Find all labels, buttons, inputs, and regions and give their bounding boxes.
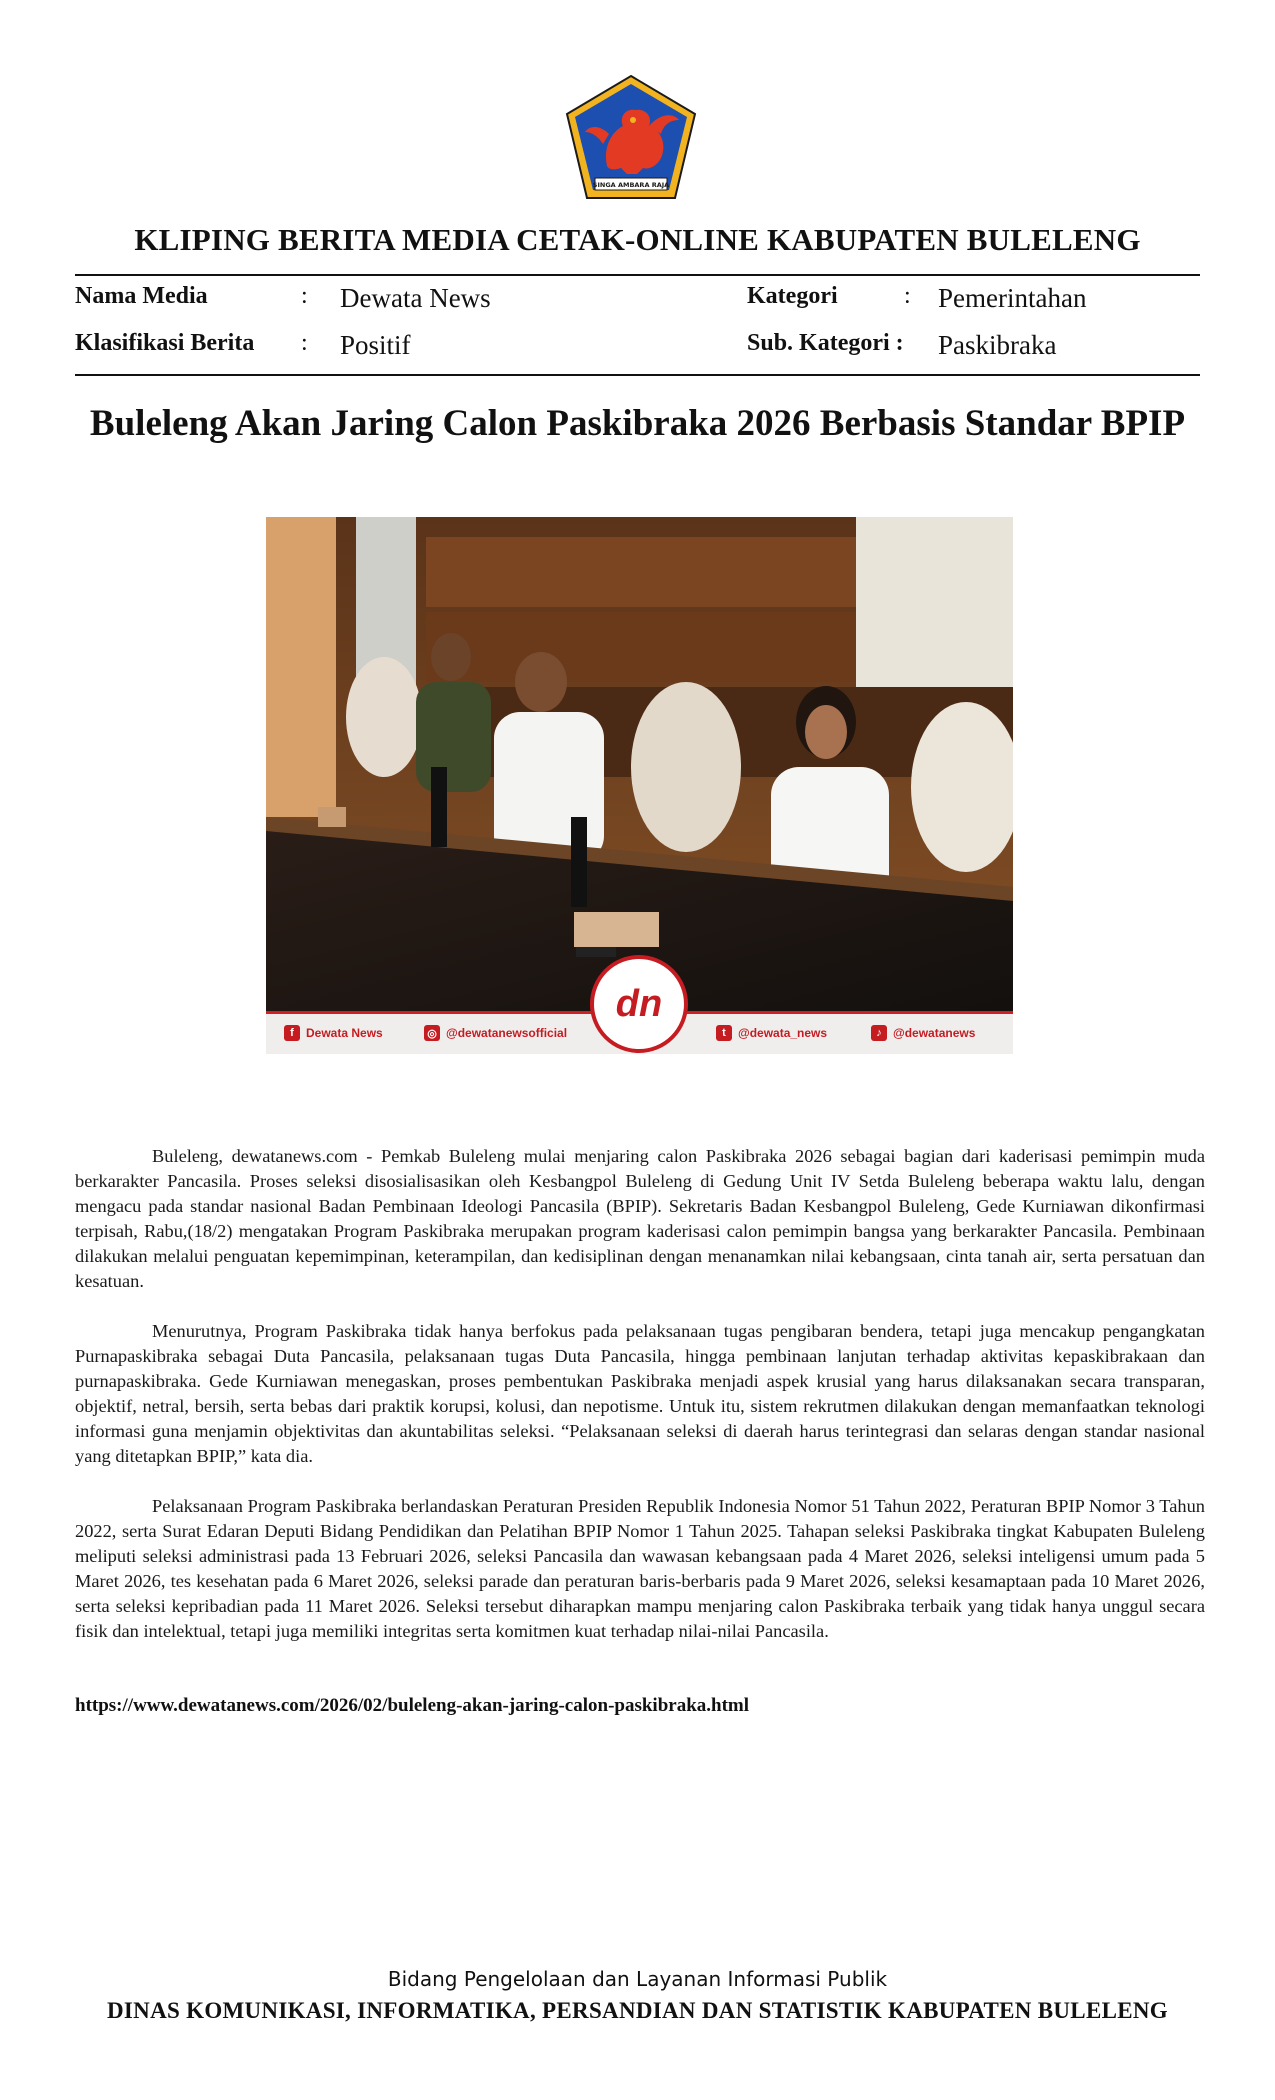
top-divider bbox=[75, 274, 1200, 276]
tiktok-handle-text: @dewatanews bbox=[893, 1026, 976, 1040]
nama-media-value: Dewata News bbox=[340, 283, 491, 313]
meta-divider bbox=[75, 374, 1200, 376]
kategori-label: Kategori bbox=[747, 283, 838, 309]
twitter-icon: t bbox=[716, 1025, 732, 1041]
sub-kategori-value: Paskibraka bbox=[938, 330, 1057, 360]
instagram-handle bbox=[424, 1025, 567, 1041]
kategori-value: Pemerintahan bbox=[938, 283, 1087, 313]
tiktok-icon: ♪ bbox=[871, 1025, 887, 1041]
article-body bbox=[75, 1144, 1205, 1669]
dewata-news-logo: dn bbox=[590, 955, 688, 1053]
article-source-url[interactable]: https://www.dewatanews.com/2026/02/buleleng-akan-jaring-calon-paskibraka.html bbox=[75, 1695, 750, 1716]
nama-media-colon: : bbox=[301, 283, 308, 309]
article-photo bbox=[266, 517, 1013, 1054]
footer-agency: DINAS KOMUNIKASI, INFORMATIKA, PERSANDIAN DAN STATISTIK KABUPATEN BULELENG bbox=[107, 1998, 1168, 2023]
sub-kategori-label: Sub. Kategori : bbox=[747, 330, 904, 356]
facebook-icon: f bbox=[284, 1025, 300, 1041]
instagram-icon: ◎ bbox=[424, 1025, 440, 1041]
footer-division: Bidang Pengelolaan dan Layanan Informasi Publik bbox=[387, 1967, 888, 1991]
klasifikasi-label: Klasifikasi Berita bbox=[75, 330, 255, 356]
tiktok-handle bbox=[871, 1025, 975, 1041]
klasifikasi-colon: : bbox=[301, 330, 308, 356]
twitter-handle-text: @dewata_news bbox=[738, 1026, 828, 1040]
klasifikasi-value: Positif bbox=[340, 330, 411, 360]
nama-media-label: Nama Media bbox=[75, 283, 208, 309]
buleleng-emblem bbox=[563, 74, 699, 202]
emblem-icon bbox=[563, 74, 699, 202]
twitter-handle bbox=[716, 1025, 827, 1041]
facebook-handle bbox=[284, 1025, 383, 1041]
facebook-handle-text: Dewata News bbox=[306, 1026, 383, 1040]
emblem-motto: SINGA AMBARA RAJA bbox=[592, 181, 670, 189]
article-title: Buleleng Akan Jaring Calon Paskibraka 2026 Berbasis Standar BPIP bbox=[89, 403, 1186, 444]
article-paragraph-3: Pelaksanaan Program Paskibraka berlandaskan Peraturan Presiden Republik Indonesia Nomor 51 Tahun 2022, Peraturan BPIP Nomor 3 Tahun 2022, serta Surat Edaran Deputi Bidang Pendidikan dan Pelatihan BPIP Nomor 1 Tahun 2025. Tahapan seleksi Paskibraka tingkat Kabupaten Buleleng meliputi seleksi administrasi pada 13 Februari 2026, seleksi Pancasila dan wawasan kebangsaan pada 4 Maret 2026, seleksi inteligensi umum pada 5 Maret 2026, tes kesehatan pada 6 Maret 2026, seleksi parade dan peraturan baris-berbaris pada 9 Maret 2026, seleksi kesamaptaan pada 10 Maret 2026, serta seleksi kepribadian pada 11 Maret 2026. Seleksi tersebut diharapkan mampu menjaring calon Paskibraka terbaik yang tidak hanya unggul secara fisik dan intelektual, tetapi juga memiliki integritas serta komitmen kuat terhadap nilai-nilai Pancasila. bbox=[75, 1496, 1205, 1641]
kategori-colon: : bbox=[904, 283, 911, 309]
article-paragraph-1: Buleleng, dewatanews.com - Pemkab Buleleng mulai menjaring calon Paskibraka 2026 sebagai bagian dari kaderisasi pemimpin muda berkarakter Pancasila. Proses seleksi disosialisasikan oleh Kesbangpol Buleleng di Gedung Unit IV Setda Buleleng beberapa waktu lalu, dengan mengacu pada standar nasional Badan Pembinaan Ideologi Pancasila (BPIP). Sekretaris Badan Kesbangpol Buleleng, Gede Kurniawan dikonfirmasi terpisah, Rabu,(18/2) mengatakan Program Paskibraka merupakan program kaderisasi calon pemimpin bangsa yang berkarakter Pancasila. Pembinaan dilakukan melalui penguatan kepemimpinan, keterampilan, dan kedisiplinan dengan menanamkan nilai kebangsaan, cinta tanah air, serta persatuan dan kesatuan. bbox=[75, 1146, 1205, 1291]
article-paragraph-2: Menurutnya, Program Paskibraka tidak hanya berfokus pada pelaksanaan tugas pengibaran bendera, tetapi juga mencakup pengangkatan Purnapaskibraka sebagai Duta Pancasila, pelaksanaan tugas Duta Pancasila, hingga pembinaan lanjutan terhadap aktivitas kepaskibrakaan dan purnapaskibraka. Gede Kurniawan menegaskan, proses pembentukan Paskibraka menjadi aspek krusial yang harus dilaksanakan secara transparan, objektif, netral, bersih, serta bebas dari praktik korupsi, kolusi, dan nepotisme. Untuk itu, sistem rekrutmen dilakukan dengan memanfaatkan teknologi informasi guna menjamin objektivitas dan akuntabilitas seleksi. “Pelaksanaan seleksi di daerah harus terintegrasi dan selaras dengan standar nasional yang ditetapkan BPIP,” kata dia. bbox=[75, 1321, 1205, 1466]
instagram-handle-text: @dewatanewsofficial bbox=[446, 1026, 568, 1040]
clipping-header-title: KLIPING BERITA MEDIA CETAK-ONLINE KABUPATEN BULELENG bbox=[134, 222, 1141, 257]
